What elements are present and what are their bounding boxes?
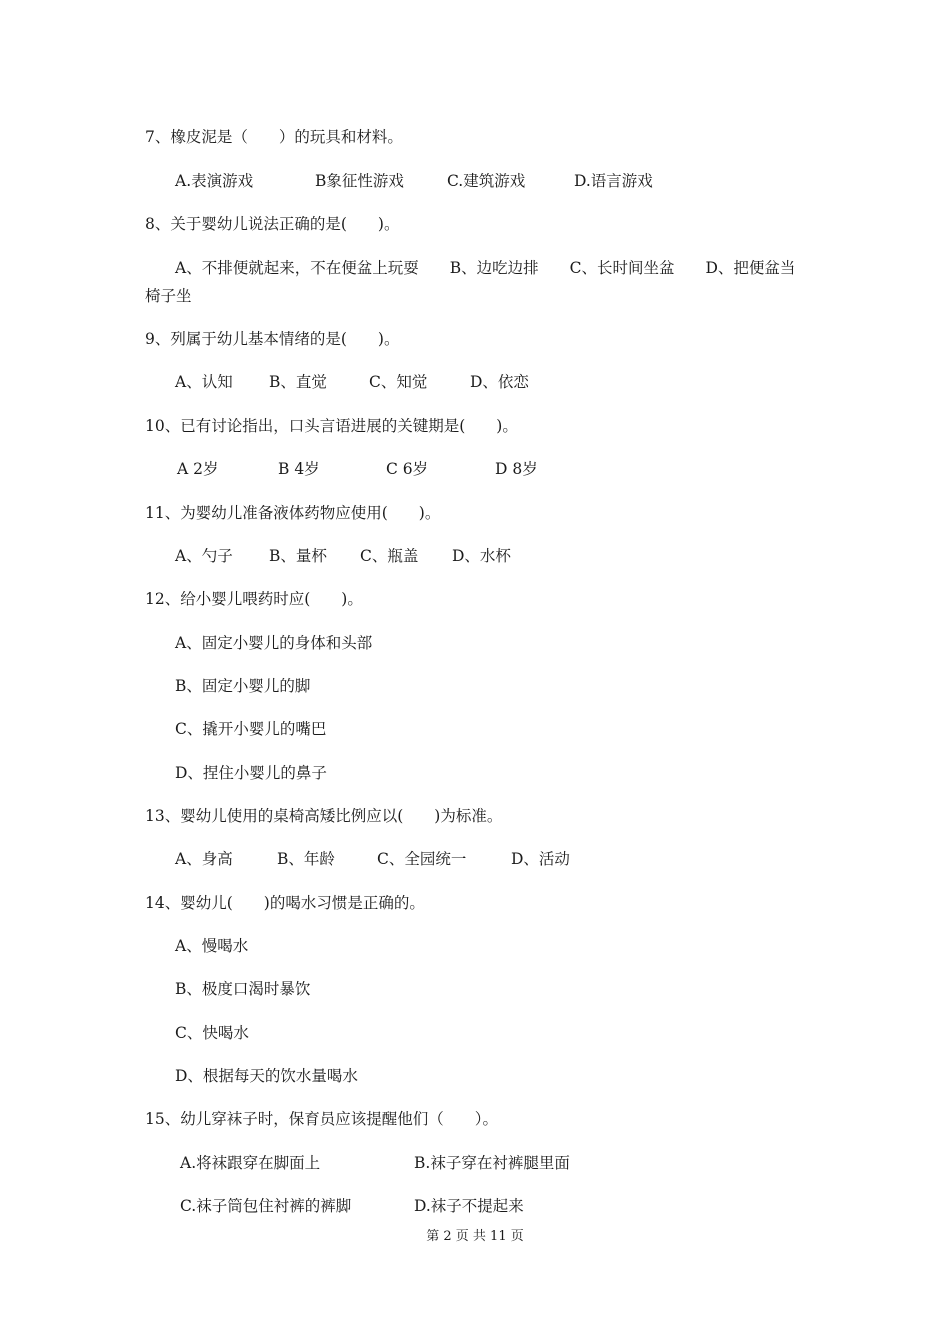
question-15-stem: 15、幼儿穿袜子时，保育员应该提醒他们（ ）。	[145, 1110, 498, 1128]
question-10-stem: 10、已有讨论指出，口头言语进展的关键期是( )。	[145, 417, 518, 435]
question-9-option-d: D、依恋	[470, 373, 529, 391]
question-8-stem: 8、关于婴幼儿说法正确的是( )。	[145, 215, 400, 233]
question-9-option-b: B、直觉	[269, 373, 327, 391]
question-14-option-b: B、极度口渴时暴饮	[175, 980, 311, 998]
question-13-option-b: B、年龄	[277, 850, 335, 868]
question-7-option-a: A.表演游戏	[175, 172, 254, 190]
question-10-option-d: D 8岁	[495, 460, 538, 478]
question-11-stem: 11、为婴幼儿准备液体药物应使用( )。	[145, 504, 441, 522]
question-12-option-a: A、固定小婴儿的身体和头部	[175, 634, 373, 652]
question-10-option-b: B 4岁	[278, 460, 320, 478]
question-7-option-c: C.建筑游戏	[447, 172, 526, 190]
question-11-option-b: B、量杯	[269, 547, 327, 565]
question-13-option-c: C、全园统一	[377, 850, 467, 868]
question-9-option-c: C、知觉	[369, 373, 428, 391]
page-number-footer: 第 2 页 共 11 页	[426, 1229, 524, 1244]
question-12-stem: 12、给小婴儿喂药时应( )。	[145, 590, 363, 608]
question-7-option-b: B象征性游戏	[315, 172, 404, 190]
question-11-option-c: C、瓶盖	[360, 547, 419, 565]
question-8-options: A、不排便就起来，不在便盆上玩耍 B、边吃边排 C、长时间坐盆 D、把便盆当	[175, 259, 796, 277]
question-10-option-a: A 2岁	[177, 460, 219, 478]
question-11-option-d: D、水杯	[452, 547, 511, 565]
question-13-option-a: A、身高	[175, 850, 233, 868]
question-14-option-a: A、慢喝水	[175, 937, 249, 955]
question-14-option-c: C、快喝水	[175, 1024, 249, 1042]
question-12-option-b: B、固定小婴儿的脚	[175, 677, 311, 695]
question-13-stem: 13、婴幼儿使用的桌椅高矮比例应以( )为标准。	[145, 807, 503, 825]
question-9-option-a: A、认知	[175, 373, 233, 391]
question-15-option-a: A.将袜跟穿在脚面上	[180, 1154, 321, 1172]
question-14-option-d: D、根据每天的饮水量喝水	[175, 1067, 358, 1085]
question-14-stem: 14、婴幼儿( )的喝水习惯是正确的。	[145, 894, 425, 912]
question-10-option-c: C 6岁	[386, 460, 429, 478]
question-15-option-b: B.袜子穿在衬裤腿里面	[414, 1154, 570, 1172]
question-13-option-d: D、活动	[511, 850, 570, 868]
question-7-option-d: D.语言游戏	[574, 172, 653, 190]
question-12-option-c: C、撬开小婴儿的嘴巴	[175, 720, 327, 738]
question-15-option-d: D.袜子不提起来	[414, 1197, 524, 1215]
question-15-option-c: C.袜子筒包住衬裤的裤脚	[180, 1197, 352, 1215]
question-12-option-d: D、捏住小婴儿的鼻子	[175, 764, 327, 782]
question-8-options-wrap: 椅子坐	[145, 287, 192, 305]
question-9-stem: 9、列属于幼儿基本情绪的是( )。	[145, 330, 400, 348]
question-7-stem: 7、橡皮泥是（ ）的玩具和材料。	[145, 128, 403, 146]
question-11-option-a: A、勺子	[175, 547, 233, 565]
